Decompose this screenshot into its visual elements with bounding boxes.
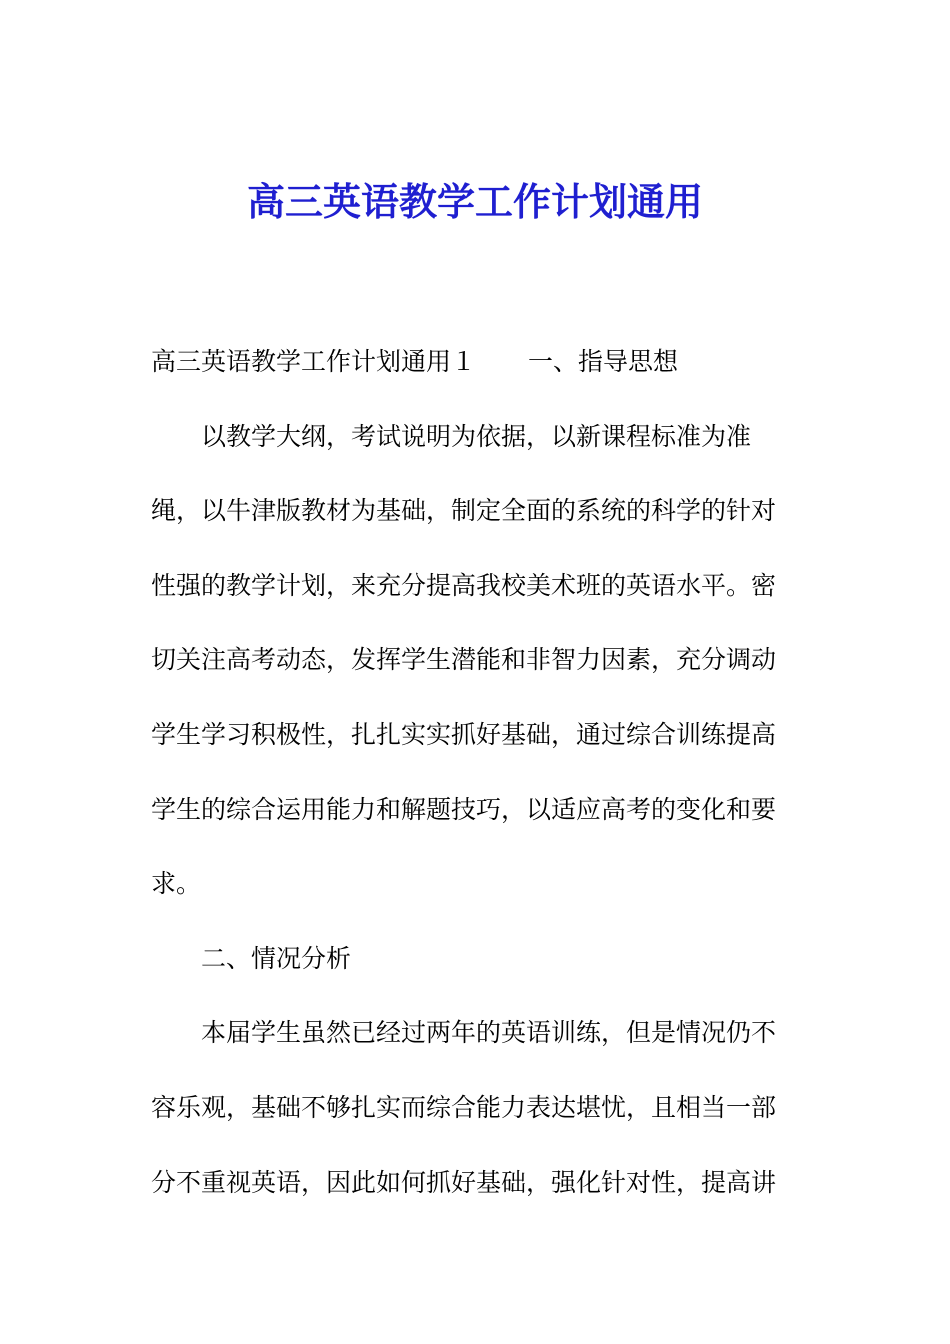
paragraph-line: 性强的教学计划，来充分提高我校美术班的英语水平。密 xyxy=(151,570,777,600)
paragraph-line: 学生的综合运用能力和解题技巧，以适应高考的变化和要 xyxy=(151,794,777,824)
section-heading: 二、情况分析 xyxy=(201,943,352,973)
section-heading: 一、指导思想 xyxy=(528,347,679,376)
subtitle-line xyxy=(151,325,801,400)
paragraph-line: 求。 xyxy=(151,869,202,899)
document-title: 高三英语教学工作计划通用 xyxy=(246,179,703,224)
paragraph-line: 切关注高考动态，发挥学生潜能和非智力因素，充分调动 xyxy=(151,645,777,675)
paragraph-line: 绳，以牛津版教材为基础，制定全面的系统的科学的针对 xyxy=(151,496,777,526)
subtitle: 高三英语教学工作计划通用１ xyxy=(151,347,477,376)
paragraph-line: 本届学生虽然已经过两年的英语训练，但是情况仍不 xyxy=(201,1018,777,1048)
document-body xyxy=(151,325,801,1220)
paragraph-line: 学生学习积极性，扎扎实实抓好基础，通过综合训练提高 xyxy=(151,719,777,749)
paragraph-line: 分不重视英语，因此如何抓好基础，强化针对性，提高讲 xyxy=(151,1167,777,1197)
paragraph-line: 容乐观，基础不够扎实而综合能力表达堪忧，且相当一部 xyxy=(151,1092,777,1122)
paragraph-line: 以教学大纲，考试说明为依据，以新课程标准为准 xyxy=(201,421,752,451)
